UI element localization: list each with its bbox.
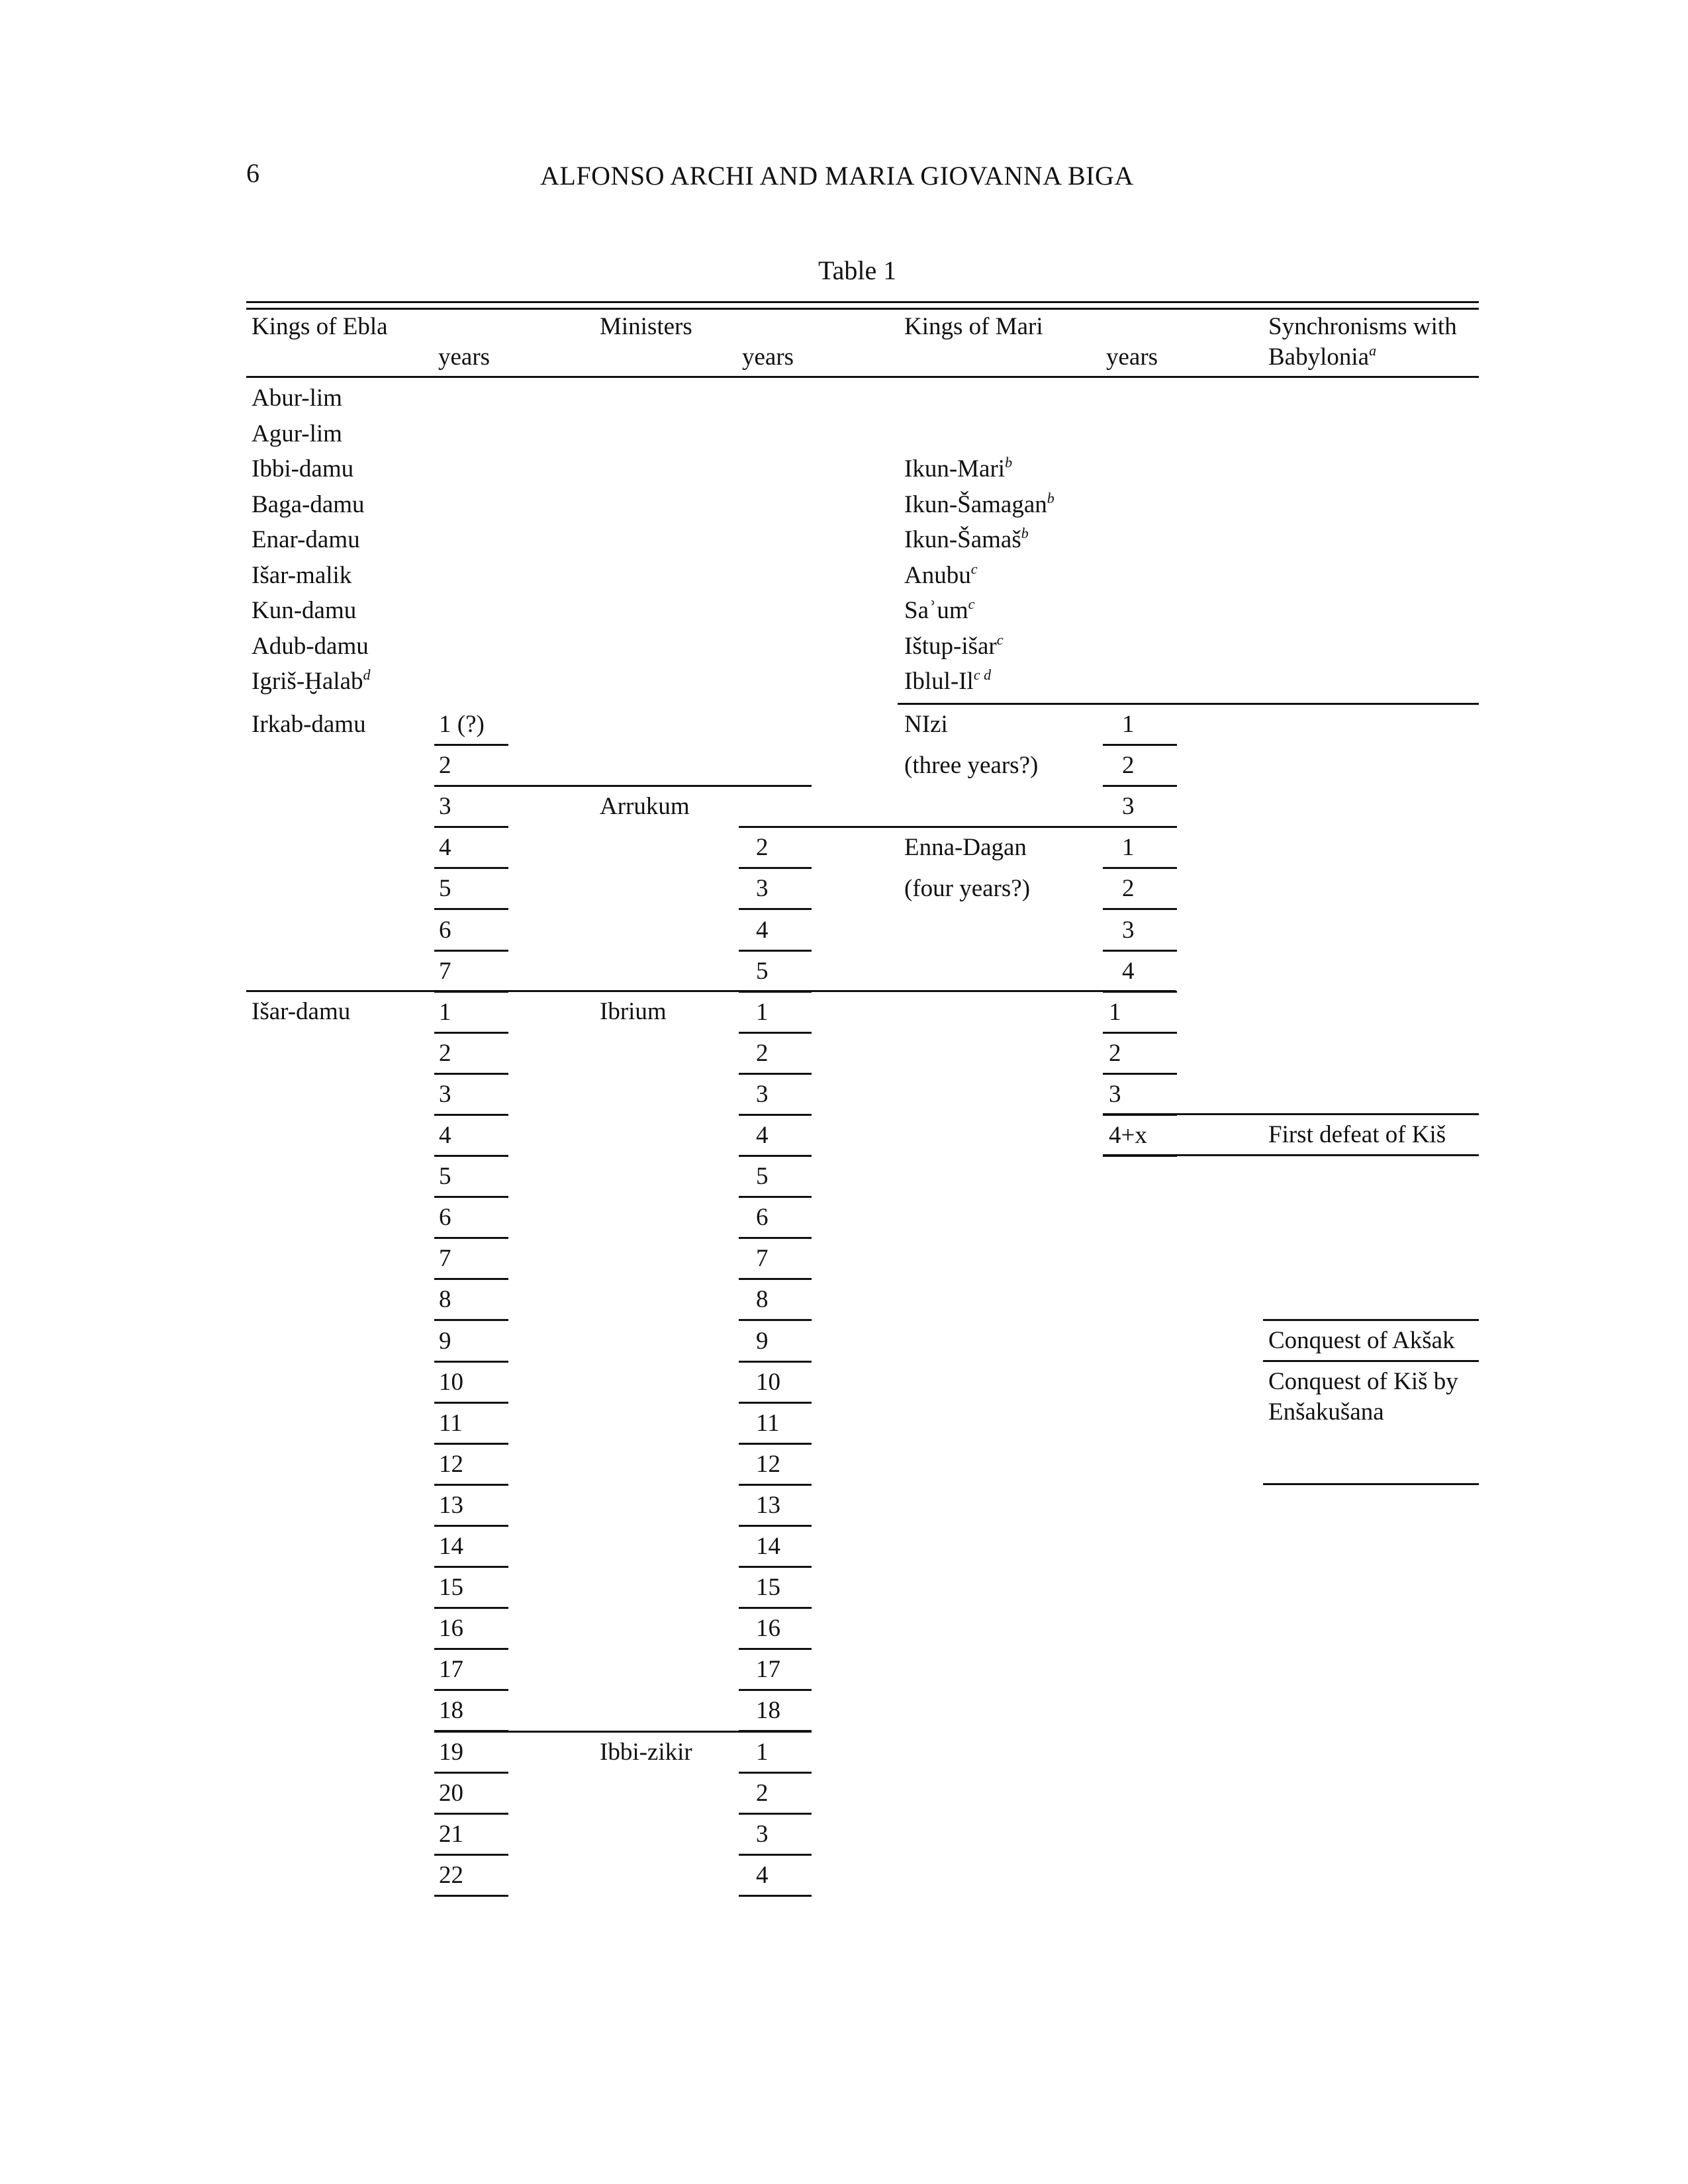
minister-year: 2: [756, 1039, 769, 1067]
ebla-year: 12: [439, 1450, 463, 1478]
minister-year-rule: [739, 1772, 812, 1774]
mari-year: 4+x: [1109, 1122, 1147, 1149]
minister-year-rule: [739, 950, 812, 952]
header-babylonia: Babylonia$^a$: [1268, 342, 1377, 371]
ebla-year-rule: [434, 1073, 508, 1075]
early-ebla-king: Adub-damu: [252, 632, 369, 660]
ebla-year: 2: [439, 1039, 451, 1067]
header-years-ministers: years: [742, 343, 794, 371]
ebla-year: 11: [439, 1409, 463, 1437]
header-ministers: Ministers: [600, 313, 692, 340]
header-rule: [246, 376, 1479, 378]
ebla-year-rule: [434, 1443, 508, 1445]
minister-year-rule: [739, 1525, 812, 1527]
minister-year-rule: [739, 1402, 812, 1404]
minister-year-rule: [739, 1278, 812, 1280]
minister-year: 9: [756, 1327, 769, 1355]
ebla-year: 4: [439, 834, 451, 862]
king-isar-damu: Išar-damu: [252, 998, 351, 1025]
rule-ministers-arrukum: [507, 785, 812, 787]
mari-year: 1: [1122, 711, 1135, 738]
ebla-year: 4: [439, 1122, 451, 1149]
ebla-year-rule: [434, 991, 508, 993]
early-ebla-king: Išar-malik: [252, 561, 352, 589]
mari-king-enna-dagan: Enna-Dagan: [904, 834, 1027, 861]
minister-year: 13: [756, 1491, 780, 1519]
sync-first-defeat-kis: First defeat of Kiš: [1268, 1121, 1446, 1148]
minister-year: 4: [756, 1122, 769, 1149]
early-mari-king: Ikun-Mari$^b$: [904, 454, 1013, 482]
minister-year-rule: [739, 1155, 812, 1157]
ebla-year: 6: [439, 916, 451, 944]
mari-year-rule: [1103, 867, 1177, 869]
mari-year-rule: [1103, 785, 1177, 787]
mari-year: 1: [1109, 998, 1121, 1026]
ebla-year-rule: [434, 1032, 508, 1034]
minister-year: 10: [756, 1368, 780, 1396]
ebla-year: 3: [439, 1080, 451, 1108]
ebla-year-rule: [434, 1854, 508, 1856]
minister-year: 2: [756, 1779, 769, 1807]
minister-year: 17: [756, 1656, 780, 1684]
minister-year: 3: [756, 1080, 769, 1108]
minister-year: 18: [756, 1697, 780, 1725]
top-rule-inner: [246, 308, 1479, 310]
header-years-mari: years: [1106, 343, 1158, 371]
ebla-year: 2: [439, 752, 451, 780]
footnote-marker: c d: [973, 666, 992, 683]
minister-year-rule: [739, 1607, 812, 1609]
ebla-year-rule: [434, 1361, 508, 1363]
ebla-year-rule: [434, 1525, 508, 1527]
ebla-year: 17: [439, 1656, 463, 1684]
mari-year-rule: [1103, 1114, 1177, 1116]
minister-year: 15: [756, 1574, 780, 1602]
ebla-year-rule: [434, 1813, 508, 1815]
header-kings-mari: Kings of Mari: [904, 313, 1043, 340]
sync-conquest-kis-cont: Enšakušana: [1268, 1398, 1384, 1426]
mari-year-rule: [1103, 1155, 1177, 1157]
minister-year-rule: [739, 1895, 812, 1897]
minister-year-rule: [739, 908, 812, 910]
footnote-marker: d: [363, 666, 371, 683]
minister-year-rule: [739, 1484, 812, 1486]
mari-year-rule: [1103, 826, 1177, 828]
ebla-year: 1 (?): [439, 711, 485, 738]
ebla-year-rule: [434, 1402, 508, 1404]
mari-year: 2: [1122, 752, 1135, 780]
ebla-year-rule: [434, 867, 508, 869]
ebla-year: 18: [439, 1697, 463, 1725]
minister-year-rule: [739, 1730, 812, 1732]
minister-year: 5: [756, 1163, 769, 1191]
ebla-year: 1: [439, 998, 451, 1026]
rule-isar-damu-period: [246, 990, 1176, 992]
ebla-year-rule: [434, 1566, 508, 1568]
minister-year: 8: [756, 1286, 769, 1314]
mari-king-nizi: NIzi: [904, 711, 948, 738]
ebla-year: 20: [439, 1779, 463, 1807]
ebla-year-rule: [434, 1648, 508, 1650]
minister-year-rule: [739, 1032, 812, 1034]
ebla-year: 13: [439, 1491, 463, 1519]
minister-year: 5: [756, 957, 769, 985]
table-caption: Table 1: [818, 255, 897, 285]
rule-sync-aksak-bottom: [1263, 1360, 1479, 1362]
minister-year: 1: [756, 1738, 769, 1766]
rule-sync-aksak-top: [1263, 1319, 1479, 1321]
minister-year-rule: [739, 1361, 812, 1363]
mari-nizi-reign-length: (three years?): [904, 752, 1039, 779]
footnote-marker: c: [968, 596, 975, 612]
minister-year-rule: [739, 1237, 812, 1239]
ebla-year-rule: [434, 1689, 508, 1691]
mari-year: 3: [1122, 793, 1135, 821]
ebla-year-rule: [434, 1196, 508, 1198]
minister-year-rule: [739, 1319, 812, 1321]
rule-mari-section-top: [898, 703, 1479, 705]
early-mari-king: Saʾum$^c$: [904, 596, 975, 624]
minister-year: 3: [756, 1820, 769, 1848]
early-ebla-king: Agur-lim: [252, 420, 342, 447]
ebla-year: 6: [439, 1204, 451, 1232]
minister-year: 12: [756, 1450, 780, 1478]
header-kings-ebla: Kings of Ebla: [252, 313, 388, 340]
early-ebla-king: Kun-damu: [252, 597, 357, 624]
minister-year: 4: [756, 916, 769, 944]
ebla-year: 22: [439, 1861, 463, 1889]
sync-conquest-kis: Conquest of Kiš by: [1268, 1368, 1458, 1395]
early-mari-king: Iblul-$Il^{c d}$: [904, 666, 992, 695]
footnote-marker: b: [1047, 489, 1055, 506]
ebla-year-rule: [434, 1607, 508, 1609]
mari-enna-dagan-reign-length: (four years?): [904, 875, 1031, 902]
ebla-year: 16: [439, 1615, 463, 1643]
minister-year: 4: [756, 1861, 769, 1889]
minister-year-rule: [739, 1114, 812, 1116]
ebla-year-rule: [434, 1730, 508, 1732]
ebla-year-rule: [434, 744, 508, 746]
ebla-year-rule: [434, 1484, 508, 1486]
mari-year: 2: [1109, 1039, 1121, 1067]
minister-year: 7: [756, 1245, 769, 1273]
minister-year-rule: [739, 1443, 812, 1445]
minister-year-rule: [739, 1854, 812, 1856]
minister-arrukum: Arrukum: [600, 793, 690, 820]
ebla-year: 5: [439, 1163, 451, 1191]
early-mari-king: Ikun-Šamagan$^b$: [904, 489, 1055, 518]
minister-year-rule: [739, 1073, 812, 1075]
mari-year: 1: [1122, 834, 1135, 862]
ebla-year-rule: [434, 1772, 508, 1774]
ebla-year-rule: [434, 950, 508, 952]
minister-year: 1: [756, 998, 769, 1026]
header-synchronisms: Synchronisms with: [1268, 313, 1457, 340]
ebla-year: 9: [439, 1327, 451, 1355]
early-ebla-king: Abur-lim: [252, 385, 342, 412]
ebla-year-rule: [434, 1278, 508, 1280]
ebla-year: 5: [439, 875, 451, 903]
minister-year: 2: [756, 834, 769, 862]
ebla-year: 7: [439, 1245, 451, 1273]
ebla-year-rule: [434, 1114, 508, 1116]
ebla-year-rule: [434, 1155, 508, 1157]
early-ebla-king: Ibbi-damu: [252, 455, 354, 482]
mari-year: 4: [1122, 957, 1135, 985]
mari-year-rule: [1103, 991, 1177, 993]
running-head: ALFONSO ARCHI AND MARIA GIOVANNA BIGA: [540, 161, 1134, 191]
minister-year-rule: [739, 991, 812, 993]
footnote-marker: b: [1021, 525, 1029, 541]
early-ebla-king: Baga-damu: [252, 490, 365, 518]
ebla-year: 15: [439, 1574, 463, 1602]
page-number: 6: [246, 158, 259, 188]
minister-year-rule: [739, 1648, 812, 1650]
ebla-year: 14: [439, 1533, 463, 1560]
minister-year: 11: [756, 1409, 780, 1437]
footnote-marker: c: [970, 560, 978, 577]
early-ebla-king: Enar-damu: [252, 526, 360, 553]
early-mari-king: Ikun-Šamaš$^b$: [904, 525, 1029, 553]
minister-year: 6: [756, 1204, 769, 1232]
early-mari-king: Anubu$^c$: [904, 560, 978, 589]
minister-year: 14: [756, 1533, 780, 1560]
early-ebla-king: Igriš-Ḫalab$^d$: [252, 666, 371, 695]
ebla-year: 7: [439, 957, 451, 985]
minister-year: 3: [756, 875, 769, 903]
footnote-marker: b: [1005, 454, 1013, 471]
ebla-year-rule: [434, 908, 508, 910]
rule-sync-kis-bottom: [1263, 1483, 1479, 1485]
ebla-year-rule: [434, 785, 508, 787]
minister-year-rule: [739, 867, 812, 869]
ebla-year: 19: [439, 1738, 463, 1766]
ebla-year: 8: [439, 1286, 451, 1314]
mari-year-rule: [1103, 1032, 1177, 1034]
minister-year-rule: [739, 1813, 812, 1815]
early-mari-king: Ištup-išar$^c$: [904, 631, 1004, 660]
mari-year: 3: [1109, 1080, 1121, 1108]
mari-year-rule: [1103, 1073, 1177, 1075]
minister-year-rule: [739, 1566, 812, 1568]
mari-year: 3: [1122, 916, 1135, 944]
ebla-year: 10: [439, 1368, 463, 1396]
ebla-year-rule: [434, 1237, 508, 1239]
ebla-year-rule: [434, 826, 508, 828]
minister-year: 16: [756, 1615, 780, 1643]
minister-ibbi-zikir: Ibbi-zikir: [600, 1739, 692, 1766]
mari-year-rule: [1103, 908, 1177, 910]
minister-year-rule: [739, 1689, 812, 1691]
king-irkab-damu: Irkab-damu: [252, 711, 366, 738]
mari-year: 2: [1122, 875, 1135, 903]
sync-conquest-aksak: Conquest of Akšak: [1268, 1327, 1455, 1354]
minister-year-rule: [739, 1196, 812, 1198]
top-rule: [246, 301, 1479, 303]
ebla-year-rule: [434, 1895, 508, 1897]
minister-ibrium: Ibrium: [600, 998, 667, 1025]
ebla-year: 3: [439, 793, 451, 821]
footnote-marker: c: [996, 631, 1004, 648]
mari-year-rule: [1103, 744, 1177, 746]
ebla-year: 21: [439, 1820, 463, 1848]
header-years-ebla: years: [438, 343, 491, 371]
ebla-year-rule: [434, 1319, 508, 1321]
mari-year-rule: [1103, 950, 1177, 952]
